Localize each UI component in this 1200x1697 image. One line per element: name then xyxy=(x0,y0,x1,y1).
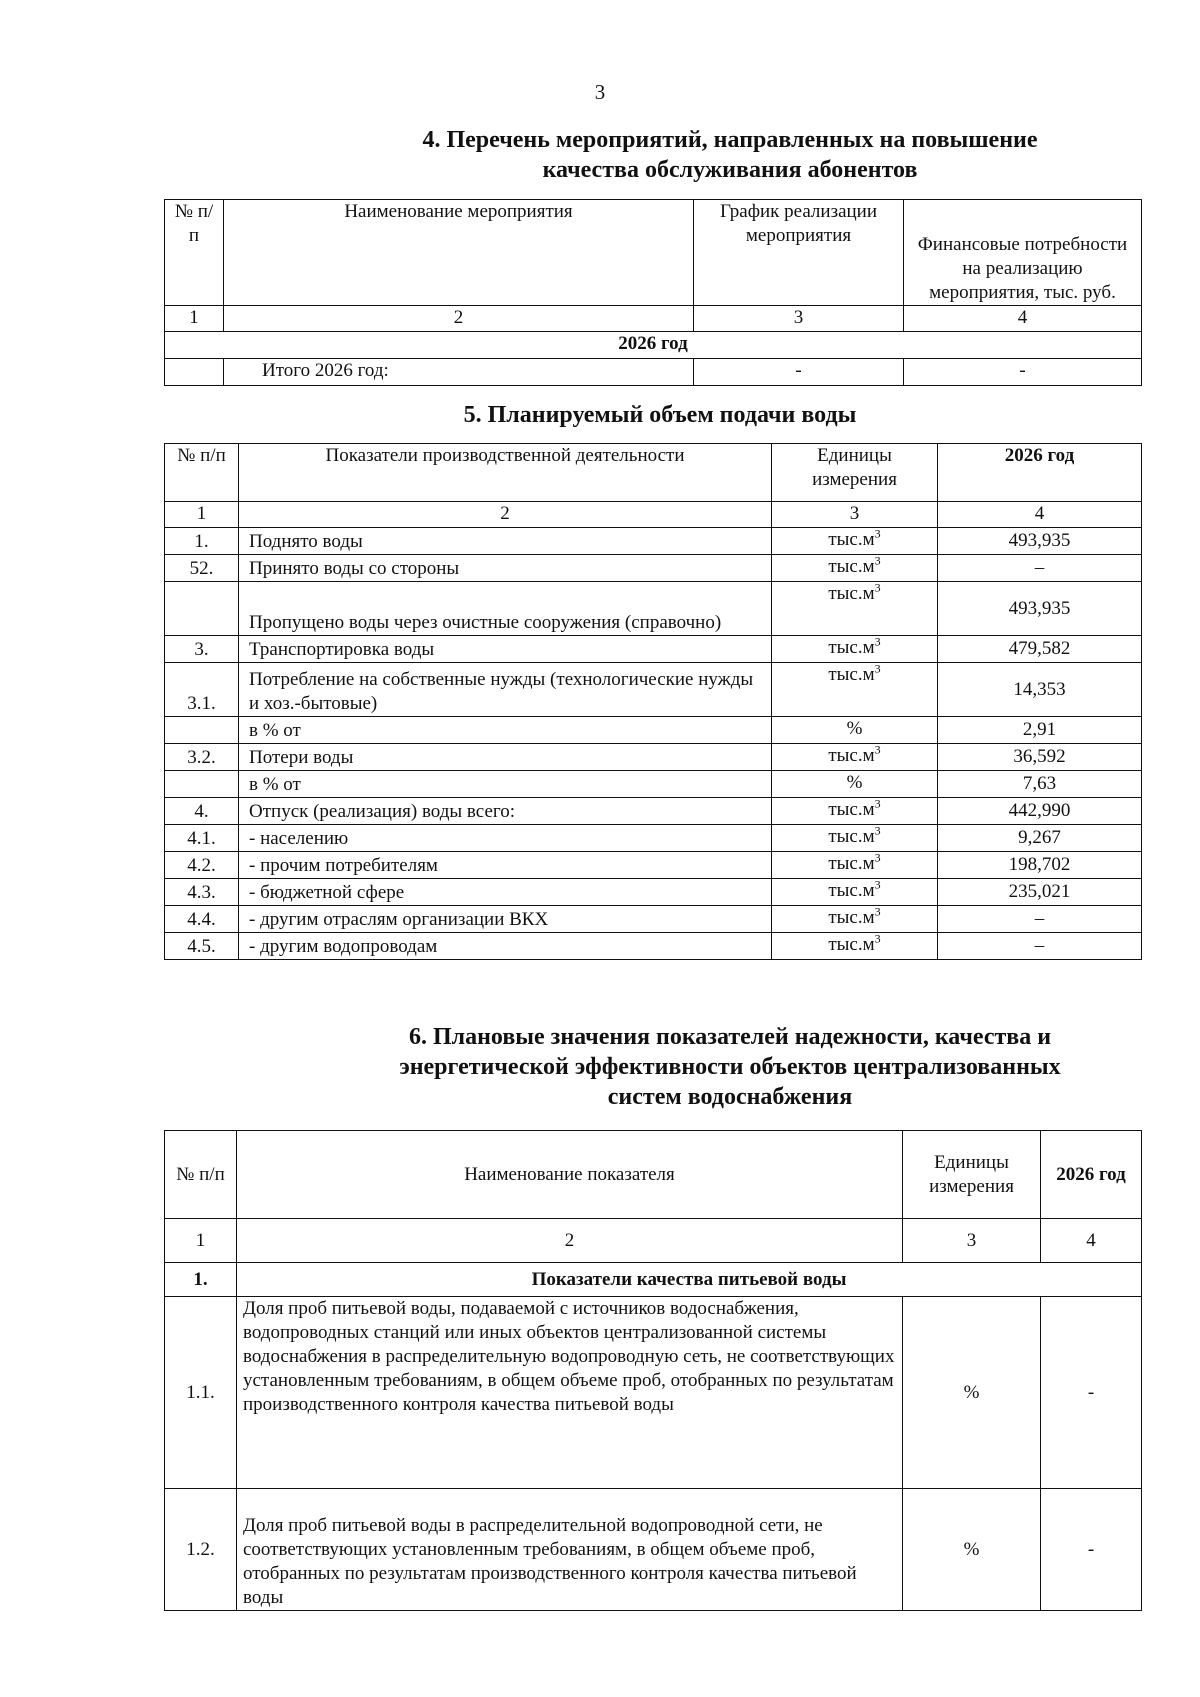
unit-superscript: 3 xyxy=(874,662,881,676)
group-row xyxy=(165,1263,1142,1297)
row-name: в % от xyxy=(239,771,772,798)
row-unit xyxy=(772,852,938,879)
row-value: – xyxy=(938,555,1142,582)
row-name: Транспортировка воды xyxy=(239,636,772,663)
row-unit xyxy=(772,582,938,636)
header-cell: № п/п xyxy=(165,1131,237,1219)
table-row xyxy=(165,528,1142,555)
section4-title-line2: качества обслуживания абонентов xyxy=(542,157,918,183)
row-number: 1.1. xyxy=(165,1297,237,1489)
row-value: – xyxy=(938,933,1142,960)
row-value: 479,582 xyxy=(938,636,1142,663)
row-unit: % xyxy=(903,1297,1041,1489)
unit-text: тыс.м xyxy=(828,664,875,685)
row-unit: % xyxy=(903,1489,1041,1611)
section5-title xyxy=(170,400,1150,430)
row-number: 4.4. xyxy=(165,906,239,933)
header-cell: 2026 год xyxy=(1041,1131,1142,1219)
table-row xyxy=(165,555,1142,582)
table-row xyxy=(165,582,1142,636)
row-unit xyxy=(772,771,938,798)
column-number: 4 xyxy=(1041,1219,1142,1263)
table-row xyxy=(165,1297,1142,1489)
unit-superscript: 3 xyxy=(874,527,881,541)
unit-percent: % xyxy=(846,718,863,739)
unit-text: тыс.м xyxy=(828,826,875,847)
row-value: – xyxy=(938,906,1142,933)
unit-text: тыс.м xyxy=(828,583,875,604)
row-name: - другим отраслям организации ВКХ xyxy=(239,906,772,933)
row-number: 3. xyxy=(165,636,239,663)
table-row xyxy=(165,717,1142,744)
column-number: 4 xyxy=(938,502,1142,528)
row-name: - населению xyxy=(239,825,772,852)
unit-superscript: 3 xyxy=(874,824,881,838)
unit-text: тыс.м xyxy=(828,934,875,955)
row-value: 198,702 xyxy=(938,852,1142,879)
column-number-row xyxy=(165,1219,1142,1263)
column-number: 3 xyxy=(772,502,938,528)
column-number: 1 xyxy=(165,306,224,332)
table-row xyxy=(165,852,1142,879)
unit-superscript: 3 xyxy=(874,743,881,757)
unit-superscript: 3 xyxy=(874,851,881,865)
header-cell: Финансовые потребности на реализацию мероприятия, тыс. руб. xyxy=(904,200,1142,306)
row-name: Доля проб питьевой воды, подаваемой с источников водоснабжения, водопроводных станций или иных объектов централизованной системы водоснабжения в распределительную водопроводную сеть, не соответствующих установленным требованиям, в общем объеме проб, отобранных по результатам производственного контроля качества питьевой воды xyxy=(237,1297,903,1489)
total-schedule: - xyxy=(694,359,904,386)
unit-superscript: 3 xyxy=(874,905,881,919)
section6-title-line1: 6. Плановые значения показателей надежности, качества и xyxy=(408,1024,1052,1050)
row-name: - другим водопроводам xyxy=(239,933,772,960)
table-row xyxy=(165,744,1142,771)
column-number: 2 xyxy=(237,1219,903,1263)
row-unit xyxy=(772,906,938,933)
row-unit xyxy=(772,717,938,744)
row-value: 235,021 xyxy=(938,879,1142,906)
column-number: 3 xyxy=(694,306,904,332)
row-name: Потери воды xyxy=(239,744,772,771)
column-number-row xyxy=(165,306,1142,332)
row-value: 442,990 xyxy=(938,798,1142,825)
table-row xyxy=(165,879,1142,906)
row-unit xyxy=(772,933,938,960)
row-unit xyxy=(772,555,938,582)
unit-text: тыс.м xyxy=(828,637,875,658)
row-name: Поднято воды xyxy=(239,528,772,555)
row-value: 493,935 xyxy=(938,528,1142,555)
row-number xyxy=(165,717,239,744)
header-cell: Наименование показателя xyxy=(237,1131,903,1219)
row-number: 4.3. xyxy=(165,879,239,906)
unit-text: тыс.м xyxy=(828,529,875,550)
column-number: 1 xyxy=(165,502,239,528)
year-row xyxy=(165,332,1142,359)
table-row xyxy=(165,636,1142,663)
row-number xyxy=(165,582,239,636)
table-header-row xyxy=(165,1131,1142,1219)
unit-text: тыс.м xyxy=(828,907,875,928)
unit-text: тыс.м xyxy=(828,853,875,874)
unit-superscript: 3 xyxy=(874,554,881,568)
header-cell: № п/п xyxy=(165,444,239,502)
row-value: 36,592 xyxy=(938,744,1142,771)
section4-title-line1: 4. Перечень мероприятий, направленных на повышение xyxy=(422,127,1038,153)
row-unit xyxy=(772,879,938,906)
total-row xyxy=(165,359,1142,386)
unit-superscript: 3 xyxy=(874,581,881,595)
table-row xyxy=(165,663,1142,717)
row-name: Пропущено воды через очистные сооружения (справочно) xyxy=(239,582,772,636)
unit-superscript: 3 xyxy=(874,797,881,811)
row-value: 2,91 xyxy=(938,717,1142,744)
header-cell: График реализации мероприятия xyxy=(694,200,904,306)
table-row xyxy=(165,798,1142,825)
row-unit xyxy=(772,528,938,555)
row-value: - xyxy=(1041,1489,1142,1611)
group-title: Показатели качества питьевой воды xyxy=(237,1263,1142,1297)
section5-title-line: 5. Планируемый объем подачи воды xyxy=(463,402,857,428)
row-number: 1.2. xyxy=(165,1489,237,1611)
row-unit xyxy=(772,825,938,852)
row-value: 7,63 xyxy=(938,771,1142,798)
section6-title xyxy=(300,1022,1160,1112)
total-label: Итого 2026 год: xyxy=(224,359,694,386)
row-number: 4.5. xyxy=(165,933,239,960)
page-number: 3 xyxy=(594,80,606,104)
row-name: в % от xyxy=(239,717,772,744)
row-number: 4.2. xyxy=(165,852,239,879)
events-table xyxy=(164,199,1142,386)
row-name: - бюджетной сфере xyxy=(239,879,772,906)
column-number: 1 xyxy=(165,1219,237,1263)
row-value: - xyxy=(1041,1297,1142,1489)
row-number xyxy=(165,771,239,798)
group-number: 1. xyxy=(165,1263,237,1297)
row-number: 3.1. xyxy=(165,663,239,717)
table-header-row xyxy=(165,444,1142,502)
table-header-row xyxy=(165,200,1142,306)
row-number: 1. xyxy=(165,528,239,555)
header-cell: 2026 год xyxy=(938,444,1142,502)
table-row xyxy=(165,906,1142,933)
row-unit xyxy=(772,744,938,771)
column-number-row xyxy=(165,502,1142,528)
row-value: 493,935 xyxy=(938,582,1142,636)
row-number: 4. xyxy=(165,798,239,825)
column-number: 3 xyxy=(903,1219,1041,1263)
header-cell: № п/п xyxy=(165,200,224,306)
row-unit xyxy=(772,636,938,663)
table-row xyxy=(165,933,1142,960)
unit-percent: % xyxy=(846,772,863,793)
header-cell: Наименование мероприятия xyxy=(224,200,694,306)
table-row xyxy=(165,825,1142,852)
water-supply-rows xyxy=(165,528,1142,960)
section4-title xyxy=(300,125,1160,185)
column-number: 2 xyxy=(224,306,694,332)
header-cell: Единицы измерения xyxy=(903,1131,1041,1219)
row-name: - прочим потребителям xyxy=(239,852,772,879)
water-supply-table xyxy=(164,443,1142,960)
table-row xyxy=(165,771,1142,798)
unit-text: тыс.м xyxy=(828,745,875,766)
row-value: 14,353 xyxy=(938,663,1142,717)
indicators-table xyxy=(164,1130,1142,1611)
section6-title-line3: систем водоснабжения xyxy=(607,1084,853,1110)
unit-text: тыс.м xyxy=(828,799,875,820)
unit-text: тыс.м xyxy=(828,556,875,577)
year-label: 2026 год xyxy=(165,332,1142,359)
unit-superscript: 3 xyxy=(874,878,881,892)
row-value: 9,267 xyxy=(938,825,1142,852)
unit-superscript: 3 xyxy=(874,635,881,649)
section6-title-line2: энергетической эффективности объектов централизованных xyxy=(399,1054,1061,1080)
row-name: Потребление на собственные нужды (технологические нужды и хоз.-бытовые) xyxy=(239,663,772,717)
unit-superscript: 3 xyxy=(874,932,881,946)
row-unit xyxy=(772,798,938,825)
row-unit xyxy=(772,663,938,717)
header-cell: Единицы измерения xyxy=(772,444,938,502)
column-number: 4 xyxy=(904,306,1142,332)
row-number: 3.2. xyxy=(165,744,239,771)
row-number: 52. xyxy=(165,555,239,582)
row-name: Принято воды со стороны xyxy=(239,555,772,582)
header-cell: Показатели производственной деятельности xyxy=(239,444,772,502)
row-number: 4.1. xyxy=(165,825,239,852)
cell-no xyxy=(165,359,224,386)
column-number: 2 xyxy=(239,502,772,528)
table-row xyxy=(165,1489,1142,1611)
row-name: Доля проб питьевой воды в распределительной водопроводной сети, не соответствующих установленным требованиям, в общем объеме проб, отобранных по результатам производственного контроля качества питьевой воды xyxy=(237,1489,903,1611)
total-finance: - xyxy=(904,359,1142,386)
unit-text: тыс.м xyxy=(828,880,875,901)
row-name: Отпуск (реализация) воды всего: xyxy=(239,798,772,825)
